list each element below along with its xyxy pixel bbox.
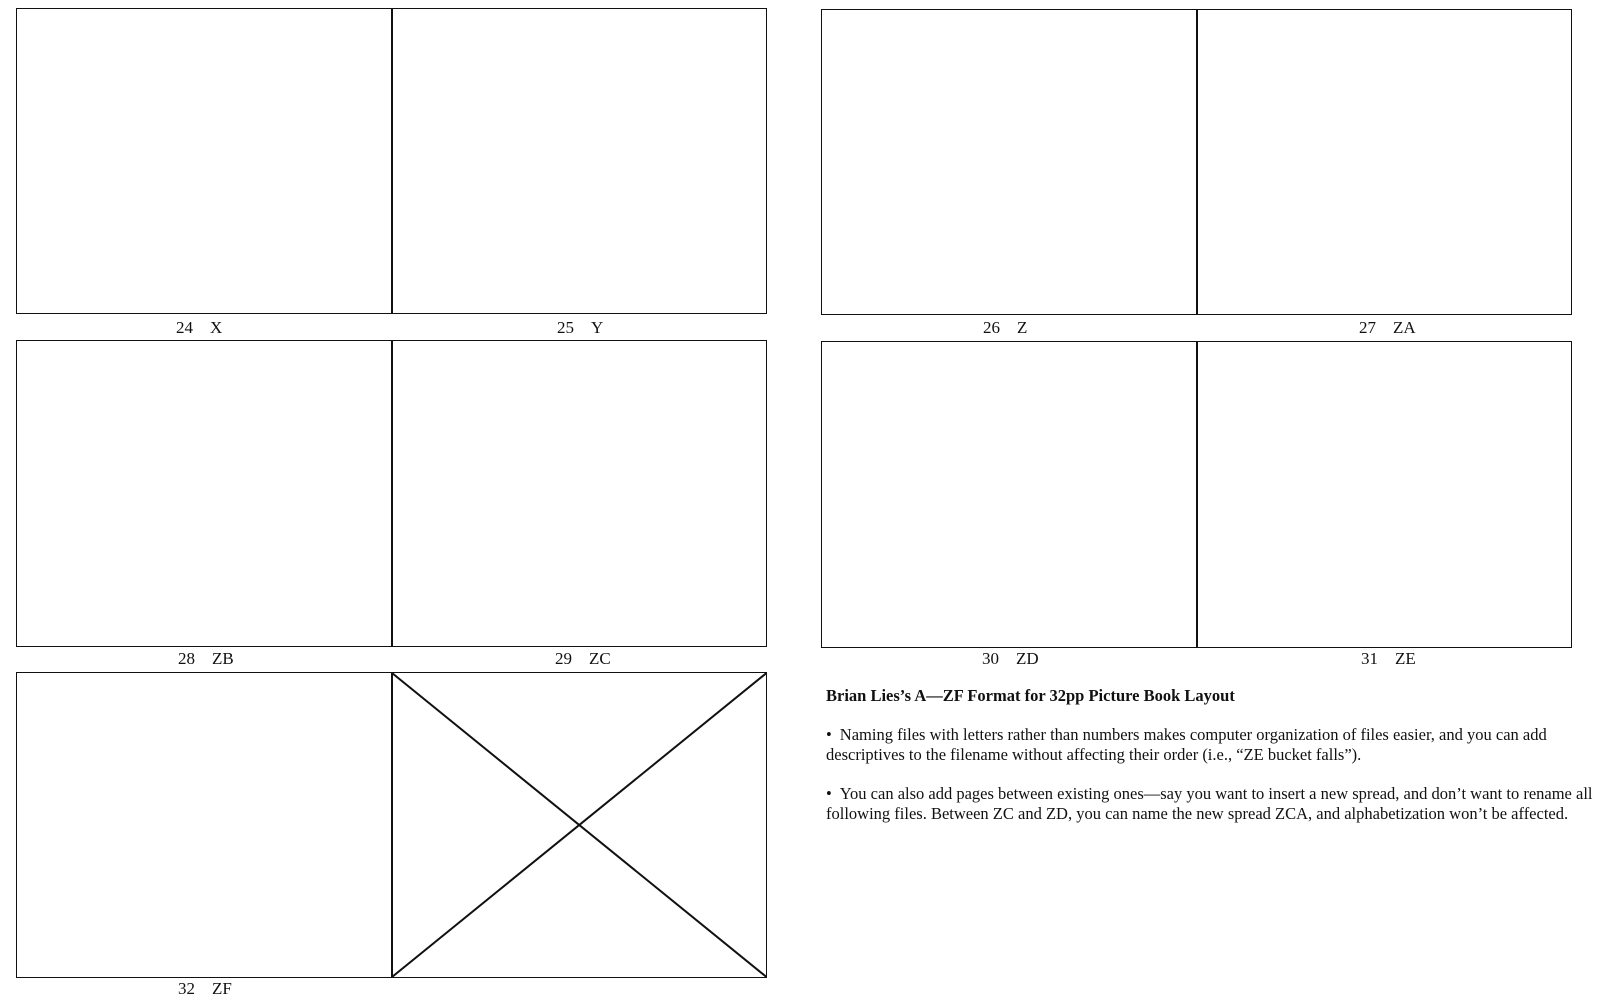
page-number: 25: [557, 318, 574, 337]
spread-28-29: [16, 340, 767, 647]
page-letter: ZA: [1393, 318, 1416, 337]
page-label-28: [178, 649, 234, 669]
layout-notes: [826, 686, 1596, 843]
page-letter: X: [210, 318, 223, 337]
page-label-32: [178, 979, 232, 999]
spread-32: [16, 672, 767, 978]
unused-page-cross: [392, 673, 767, 977]
page-letter: Z: [1017, 318, 1028, 337]
note-text: You can also add pages between existing ones—say you want to insert a new spread, and don’t want to rename all following files. Between ZC and ZD, you can name the new spread ZCA, and alphabetization won’t be affected.: [826, 783, 1593, 823]
page-number: 24: [176, 318, 193, 337]
page-number: 28: [178, 649, 195, 668]
spread-24-25: [16, 8, 767, 314]
page-label-24: [176, 318, 222, 338]
page-number: 30: [982, 649, 999, 668]
page-letter: Y: [591, 318, 604, 337]
page-label-25: [557, 318, 603, 338]
page-label-30: [982, 649, 1039, 669]
bullet: •: [826, 724, 832, 744]
page-letter: ZB: [212, 649, 234, 668]
page-label-27: [1359, 318, 1416, 338]
spread-spine: [391, 341, 393, 646]
page-label-31: [1361, 649, 1416, 669]
page-letter: ZD: [1016, 649, 1039, 668]
page-number: 26: [983, 318, 1000, 337]
spread-spine: [1196, 10, 1198, 314]
page-number: 32: [178, 979, 195, 998]
page-label-29: [555, 649, 611, 669]
bullet: •: [826, 783, 832, 803]
spread-30-31: [821, 341, 1572, 648]
page-letter: ZF: [212, 979, 232, 998]
page-letter: ZC: [589, 649, 611, 668]
spread-spine: [391, 9, 393, 313]
spread-26-27: [821, 9, 1572, 315]
note-item: [826, 725, 1596, 766]
page-number: 31: [1361, 649, 1378, 668]
page-letter: ZE: [1395, 649, 1416, 668]
spread-spine: [1196, 342, 1198, 647]
page-label-26: [983, 318, 1027, 338]
note-item: [826, 784, 1596, 825]
page-number: 29: [555, 649, 572, 668]
notes-title: Brian Lies’s A—ZF Format for 32pp Picture Book Layout: [826, 686, 1235, 705]
page-number: 27: [1359, 318, 1376, 337]
note-text: Naming files with letters rather than numbers makes computer organization of files easier, and you can add descriptives to the filename without affecting their order (i.e., “ZE bucket falls”).: [826, 724, 1547, 764]
